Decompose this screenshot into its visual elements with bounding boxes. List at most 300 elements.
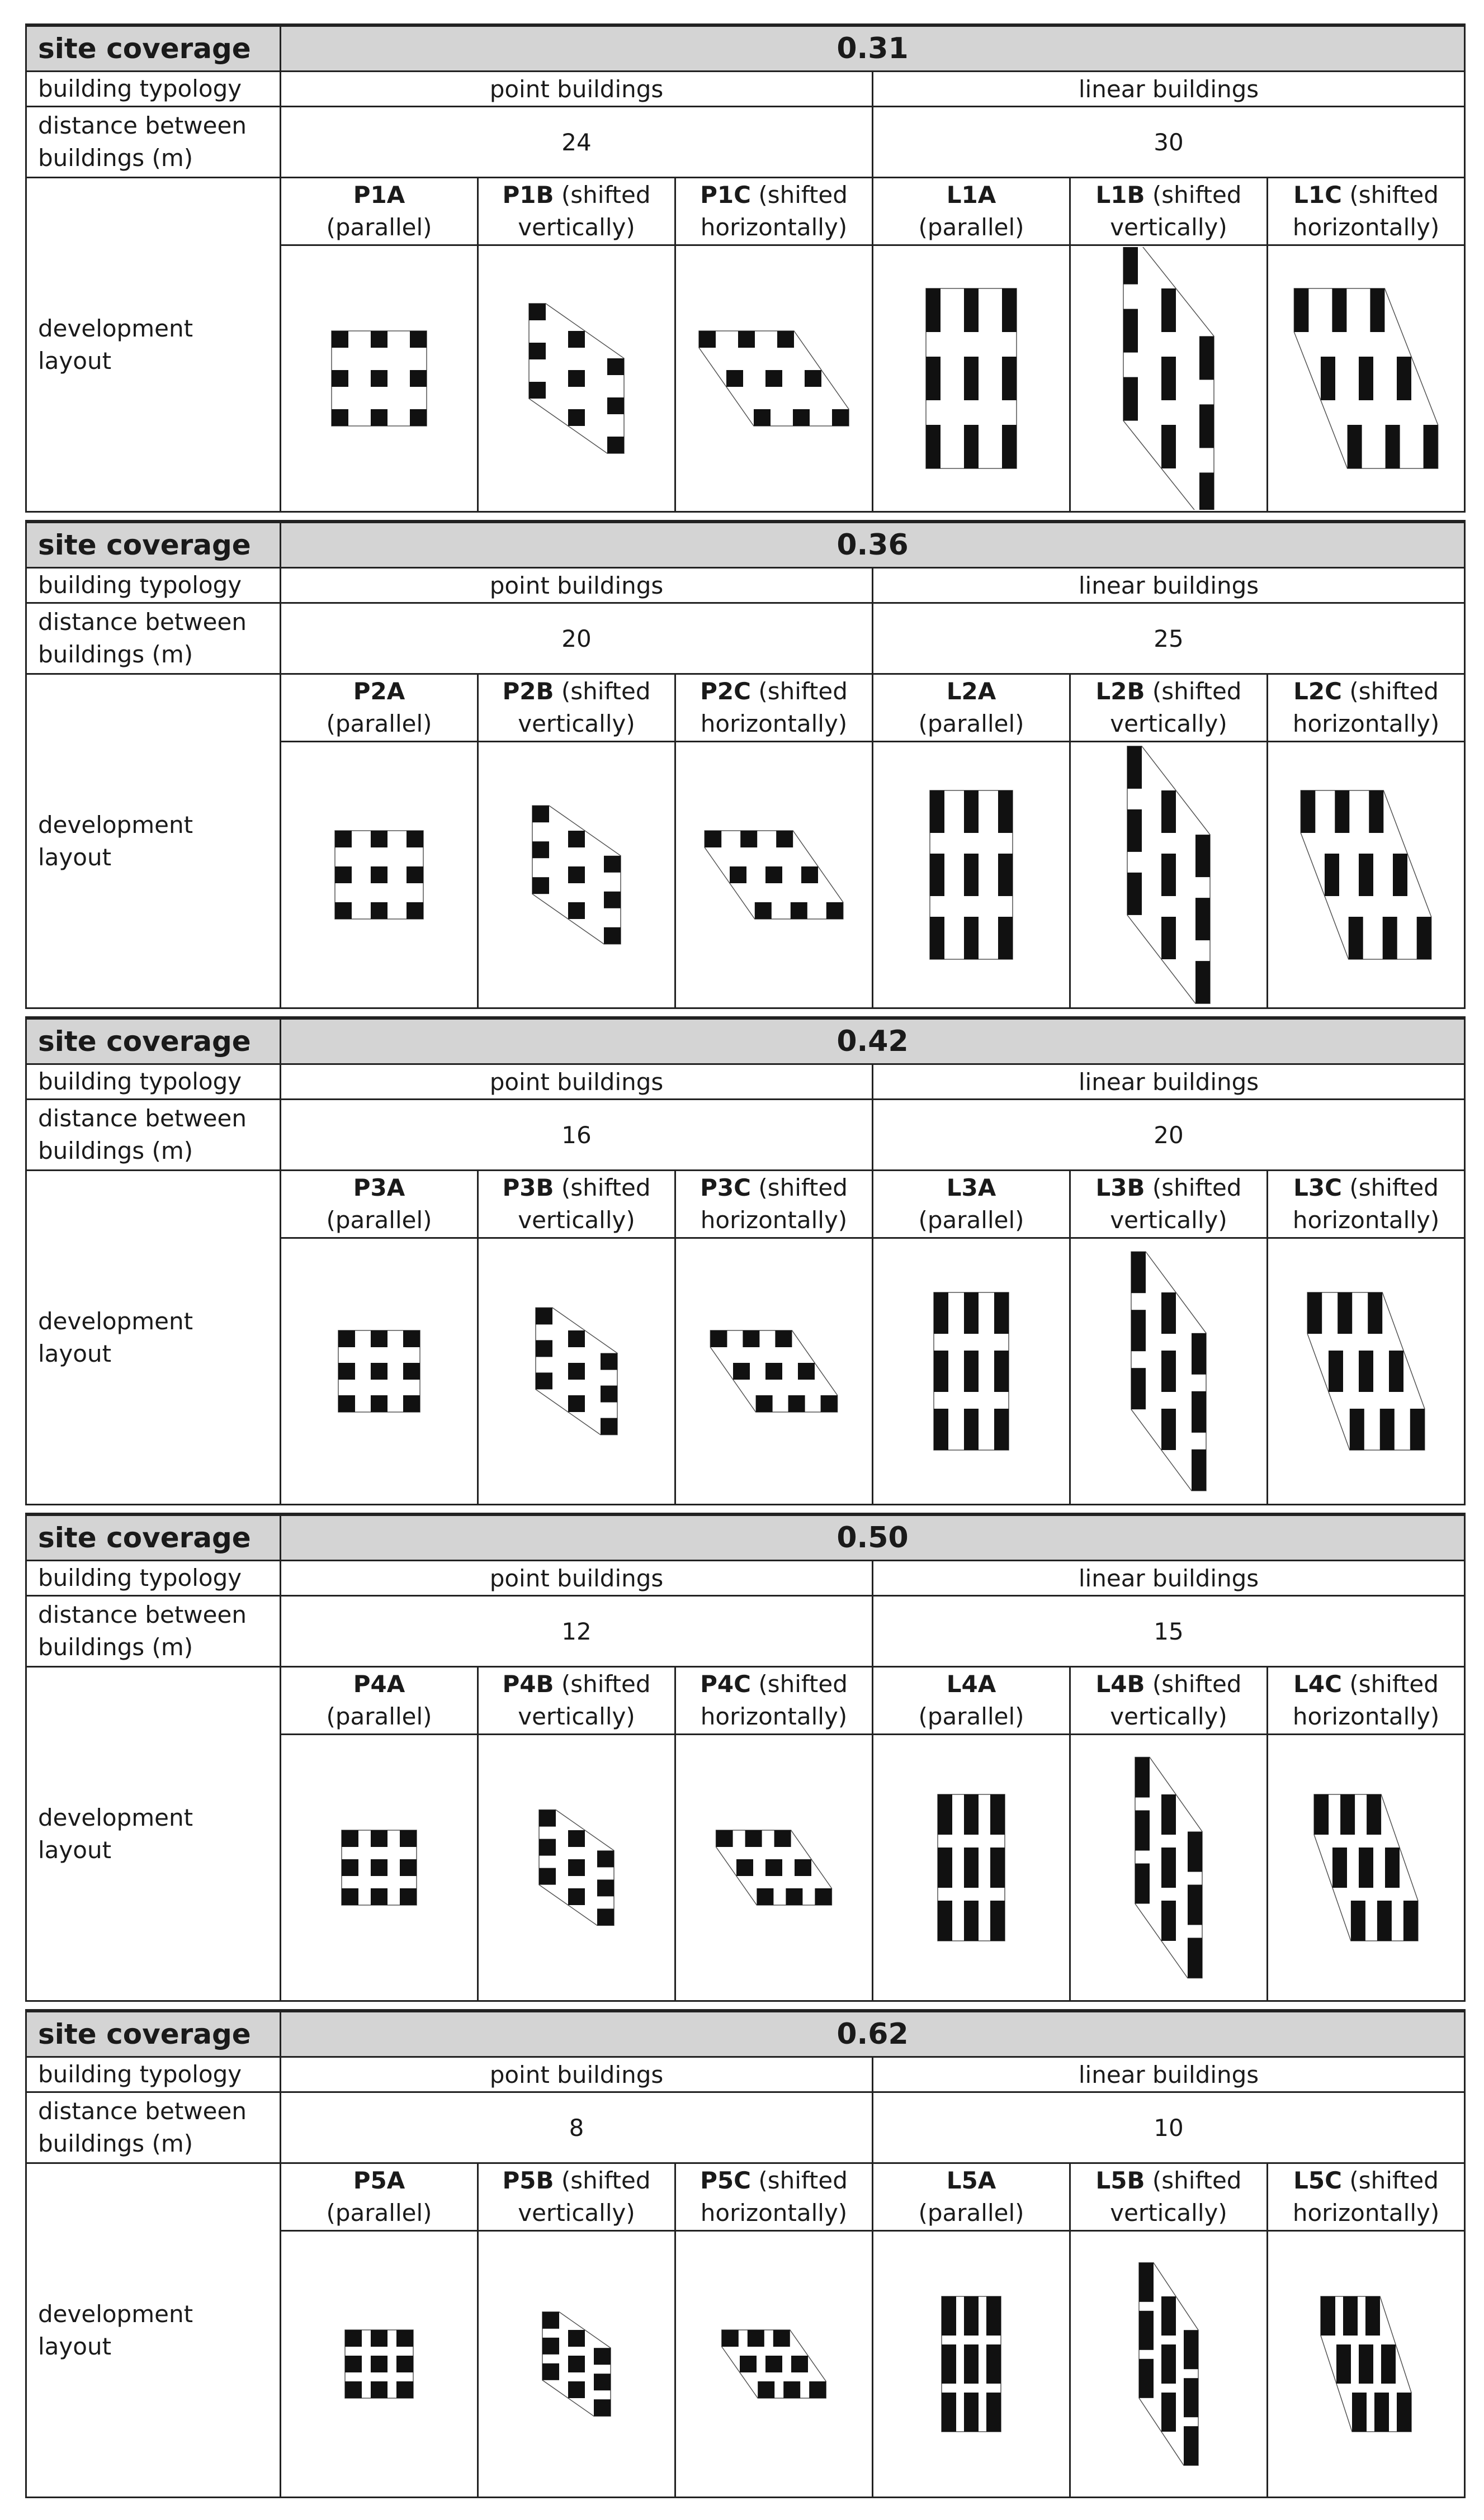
development-layout-line1: development xyxy=(38,1803,193,1831)
layout-code-line1 xyxy=(873,179,1069,211)
layout-code: L2B xyxy=(1095,678,1145,705)
distance-label xyxy=(26,107,281,178)
point-building-block xyxy=(568,331,585,348)
point-building-block xyxy=(532,877,549,894)
linear-building-block xyxy=(1335,790,1349,833)
point-building-block xyxy=(407,902,423,919)
linear-building-block xyxy=(990,1848,1005,1888)
point-building-block xyxy=(529,382,546,399)
point-building-block xyxy=(601,1386,617,1403)
linear-building-block xyxy=(1195,961,1210,1003)
linear-building-block xyxy=(1131,1368,1146,1409)
linear-building-block xyxy=(930,917,944,959)
linear-buildings-header: linear buildings xyxy=(873,568,1465,603)
layout-diagram-cell xyxy=(675,1735,873,2001)
point-building-block xyxy=(568,1330,585,1347)
point-building-block xyxy=(568,409,585,426)
point-building-block xyxy=(745,1830,762,1847)
layout-variant-part2: horizontally) xyxy=(700,710,848,737)
layout-code-cell xyxy=(1268,2163,1465,2231)
distance-label-line2: buildings (m) xyxy=(38,641,193,668)
point-building-block xyxy=(568,2330,585,2347)
linear-buildings-header: linear buildings xyxy=(873,72,1465,107)
site-coverage-value: 0.50 xyxy=(281,1514,1465,1561)
layout-code-cell xyxy=(675,674,873,742)
layout-variant-part2: horizontally) xyxy=(700,1703,848,1730)
point-building-block xyxy=(805,370,821,387)
development-layout-label xyxy=(26,674,281,1008)
point-building-block xyxy=(371,1330,387,1347)
linear-building-block xyxy=(964,1409,979,1450)
linear-building-block xyxy=(1188,1885,1202,1925)
point-building-block xyxy=(801,866,818,883)
point-building-block xyxy=(345,2356,362,2372)
building-typology-label: building typology xyxy=(26,1064,281,1100)
point-building-block xyxy=(783,2381,800,2398)
linear-building-block xyxy=(1195,898,1210,940)
point-building-block xyxy=(758,2381,774,2398)
layout-variant: (parallel) xyxy=(326,2199,432,2227)
point-building-block xyxy=(773,2330,790,2347)
point-building-block xyxy=(338,1363,355,1380)
site-coverage-row xyxy=(26,522,1465,568)
point-building-block xyxy=(396,2356,413,2372)
coverage-section xyxy=(25,1513,1465,2009)
layout-code: L4C xyxy=(1293,1670,1342,1698)
layout-code: P4A xyxy=(353,1670,405,1698)
linear-building-block xyxy=(1359,854,1373,896)
layout-diagram xyxy=(284,2233,474,2495)
layout-code-line1 xyxy=(479,1668,674,1700)
layout-code-cell xyxy=(478,2163,675,2231)
point-building-block xyxy=(743,1330,759,1347)
point-building-block xyxy=(594,2348,611,2365)
layout-variant-part1: (shifted xyxy=(561,678,651,705)
point-building-block xyxy=(371,409,387,426)
development-layout-line2: layout xyxy=(38,347,112,375)
distance-label xyxy=(26,1100,281,1171)
linear-building-block xyxy=(926,288,941,332)
layout-code-cell xyxy=(873,2163,1070,2231)
layout-diagram-cell xyxy=(1070,1735,1268,2001)
layout-diagram-cell xyxy=(478,742,675,1008)
layout-variant-part2: vertically) xyxy=(1110,2199,1227,2227)
point-building-block xyxy=(400,1830,417,1847)
linear-building-block xyxy=(1380,1409,1395,1450)
point-building-block xyxy=(403,1363,420,1380)
layout-diagram xyxy=(481,1240,672,1503)
layout-code-cell xyxy=(1070,178,1268,245)
point-building-block xyxy=(754,409,771,426)
point-building-block xyxy=(798,1363,815,1380)
layout-code: L2A xyxy=(946,678,996,705)
layout-code-cell xyxy=(1268,674,1465,742)
layout-code: P5A xyxy=(353,2167,405,2194)
development-layout-line1: development xyxy=(38,2300,193,2328)
layout-code-cell xyxy=(1070,1171,1268,1238)
layout-variant-part1: (shifted xyxy=(1349,678,1439,705)
point-building-block xyxy=(765,2356,782,2372)
linear-building-block xyxy=(964,854,979,896)
site-coverage-row xyxy=(26,1018,1465,1064)
layout-variant-part1: (shifted xyxy=(758,2167,848,2194)
point-building-block xyxy=(342,1859,358,1876)
point-building-block xyxy=(791,2356,808,2372)
layout-code-line1 xyxy=(676,675,872,708)
building-typology-label: building typology xyxy=(26,2057,281,2092)
layout-variant-part1: (shifted xyxy=(758,1174,848,1201)
development-layout-line1: development xyxy=(38,1307,193,1335)
layout-code-line1 xyxy=(1071,675,1266,708)
layout-code-line1 xyxy=(479,1172,674,1204)
linear-building-block xyxy=(1424,425,1438,468)
layout-code-row xyxy=(26,2163,1465,2231)
coverage-section-table xyxy=(25,1513,1466,2002)
point-building-block xyxy=(345,2330,362,2347)
layout-diagram-cell xyxy=(1070,1238,1268,1505)
point-building-block xyxy=(756,1395,773,1412)
layout-diagram-cell xyxy=(478,245,675,512)
linear-building-block xyxy=(1161,917,1176,959)
linear-building-block xyxy=(964,1351,979,1392)
layout-code-line1 xyxy=(1268,675,1464,708)
building-typology-label: building typology xyxy=(26,72,281,107)
layout-code-cell xyxy=(478,1667,675,1735)
linear-building-block xyxy=(964,917,979,959)
point-building-block xyxy=(371,1363,387,1380)
linear-building-block xyxy=(1192,1333,1206,1375)
layout-diagram xyxy=(1271,1736,1461,1999)
linear-building-block xyxy=(930,854,944,896)
linear-building-block xyxy=(986,2393,1001,2432)
point-building-block xyxy=(607,437,624,453)
point-building-block xyxy=(539,1839,556,1856)
layout-code-cell xyxy=(1268,178,1465,245)
layout-variant: (parallel) xyxy=(326,1206,432,1234)
linear-building-block xyxy=(1161,2344,1176,2384)
layout-code-row xyxy=(26,1171,1465,1238)
linear-building-block xyxy=(1184,2378,1198,2417)
site-coverage-value: 0.62 xyxy=(281,2011,1465,2057)
layout-variant-part2: vertically) xyxy=(1110,1206,1227,1234)
point-building-block xyxy=(396,2330,413,2347)
linear-building-block xyxy=(1393,854,1407,896)
layout-variant-part2: vertically) xyxy=(1110,214,1227,241)
linear-building-block xyxy=(1002,425,1017,468)
layout-variant: (parallel) xyxy=(918,2199,1024,2227)
distance-label-line2: buildings (m) xyxy=(38,1633,193,1661)
layout-diagram xyxy=(1271,743,1461,1006)
linear-building-block xyxy=(994,1351,1009,1392)
linear-buildings-header: linear buildings xyxy=(873,1561,1465,1596)
linear-building-block xyxy=(1367,1794,1381,1835)
layout-code-cell xyxy=(478,1171,675,1238)
layout-code-line1 xyxy=(1071,179,1266,211)
layout-code-cell xyxy=(873,1667,1070,1735)
point-building-block xyxy=(765,866,782,883)
point-building-block xyxy=(775,1330,792,1347)
linear-building-block xyxy=(1359,1848,1373,1888)
site-coverage-label: site coverage xyxy=(26,1514,281,1561)
point-building-block xyxy=(371,1859,387,1876)
point-building-block xyxy=(832,409,849,426)
layout-diagram xyxy=(1271,247,1461,510)
building-typology-row xyxy=(26,1561,1465,1596)
linear-building-block xyxy=(990,1794,1005,1835)
site-coverage-value: 0.31 xyxy=(281,25,1465,72)
point-building-block xyxy=(536,1372,552,1389)
point-building-block xyxy=(410,331,427,348)
layout-variant-part2: vertically) xyxy=(518,1206,635,1234)
linear-building-block xyxy=(1161,357,1176,400)
linear-building-block xyxy=(1348,425,1362,468)
point-distance-value: 12 xyxy=(281,1596,873,1667)
linear-building-block xyxy=(986,2296,1001,2336)
layout-variant-part2: vertically) xyxy=(518,1703,635,1730)
linear-building-block xyxy=(1161,854,1176,896)
point-building-block xyxy=(604,856,621,873)
layout-code: L1B xyxy=(1095,181,1145,209)
layout-code-line1 xyxy=(676,179,872,211)
linear-building-block xyxy=(1123,247,1138,285)
layout-code-cell xyxy=(478,674,675,742)
layout-code: L4B xyxy=(1095,1670,1145,1698)
layout-variant-part2: horizontally) xyxy=(700,214,848,241)
layout-code-cell xyxy=(675,1667,873,1735)
linear-building-block xyxy=(1301,790,1315,833)
linear-building-block xyxy=(990,1901,1005,1941)
point-building-block xyxy=(699,331,716,348)
distance-label xyxy=(26,2092,281,2163)
linear-building-block xyxy=(1397,2393,1411,2432)
linear-building-block xyxy=(1307,1292,1322,1334)
point-building-block xyxy=(601,1353,617,1370)
layout-code-cell xyxy=(281,2163,478,2231)
distance-row xyxy=(26,2092,1465,2163)
point-building-block xyxy=(332,409,348,426)
point-building-block xyxy=(748,2330,764,2347)
point-building-block xyxy=(601,1418,617,1435)
distance-row xyxy=(26,1596,1465,1667)
layout-diagram xyxy=(876,247,1066,510)
coverage-section-table xyxy=(25,23,1466,513)
linear-buildings-header: linear buildings xyxy=(873,2057,1465,2092)
point-building-block xyxy=(710,1330,727,1347)
point-distance-value: 24 xyxy=(281,107,873,178)
linear-building-block xyxy=(1161,1351,1176,1392)
point-building-block xyxy=(542,2338,559,2355)
linear-distance-value: 25 xyxy=(873,603,1465,674)
linear-building-block xyxy=(1161,1848,1176,1888)
point-building-block xyxy=(400,1888,417,1905)
point-building-block xyxy=(765,1363,782,1380)
layout-diagram xyxy=(284,1736,474,1999)
point-building-block xyxy=(410,370,427,387)
point-building-block xyxy=(821,1395,838,1412)
linear-building-block xyxy=(1139,2359,1154,2398)
point-building-block xyxy=(407,831,423,847)
point-building-block xyxy=(815,1888,831,1905)
linear-building-block xyxy=(1314,1794,1329,1835)
layout-diagram xyxy=(481,1736,672,1999)
layout-diagram-cell xyxy=(281,1735,478,2001)
point-building-block xyxy=(371,1888,387,1905)
distance-label-line2: buildings (m) xyxy=(38,144,193,172)
point-building-block xyxy=(786,1888,802,1905)
linear-building-block xyxy=(1352,2393,1367,2432)
layout-variant-part1: (shifted xyxy=(561,2167,651,2194)
layout-code-line1 xyxy=(479,179,674,211)
layout-code-cell xyxy=(675,178,873,245)
point-building-block xyxy=(371,902,387,919)
layout-code-line1 xyxy=(1268,179,1464,211)
layout-diagram xyxy=(679,1240,869,1503)
layout-code-line1 xyxy=(1268,2164,1464,2197)
point-building-block xyxy=(568,1395,585,1412)
layout-code-cell xyxy=(1070,674,1268,742)
linear-building-block xyxy=(926,425,941,468)
layout-variant-part1: (shifted xyxy=(561,1174,651,1201)
linear-building-block xyxy=(1123,309,1138,353)
layout-code: P5C xyxy=(700,2167,751,2194)
point-building-block xyxy=(371,2330,387,2347)
linear-building-block xyxy=(1188,1832,1202,1872)
building-typology-row xyxy=(26,72,1465,107)
distance-row xyxy=(26,107,1465,178)
linear-building-block xyxy=(1359,2344,1373,2384)
layout-diagram xyxy=(1271,1240,1461,1503)
distance-label xyxy=(26,603,281,674)
layout-code-cell xyxy=(873,674,1070,742)
point-building-block xyxy=(568,1888,585,1905)
point-building-block xyxy=(542,2312,559,2329)
layout-diagram-cell xyxy=(873,1735,1070,2001)
linear-building-block xyxy=(1417,917,1431,959)
linear-building-block xyxy=(1369,790,1383,833)
linear-building-block xyxy=(942,2344,956,2384)
layout-diagram xyxy=(284,247,474,510)
layout-diagram-cell xyxy=(1268,245,1465,512)
linear-building-block xyxy=(1321,2296,1335,2336)
distance-label-line1: distance between xyxy=(38,112,247,139)
layout-code: L3B xyxy=(1095,1174,1145,1201)
linear-building-block xyxy=(1127,746,1142,789)
point-building-block xyxy=(332,370,348,387)
linear-building-block xyxy=(1365,2296,1380,2336)
layout-code-row xyxy=(26,674,1465,742)
layout-diagram xyxy=(284,743,474,1006)
point-building-block xyxy=(539,1810,556,1827)
layout-code-cell xyxy=(281,1171,478,1238)
point-building-block xyxy=(403,1330,420,1347)
layout-diagram-cell xyxy=(478,2231,675,2498)
linear-building-block xyxy=(1135,1864,1150,1904)
layout-code-line1 xyxy=(1071,2164,1266,2197)
layout-code-cell xyxy=(281,178,478,245)
linear-building-block xyxy=(1127,809,1142,852)
coverage-section-table xyxy=(25,2009,1466,2498)
layout-diagram-cell xyxy=(1070,742,1268,1008)
point-building-block xyxy=(568,2356,585,2372)
development-layout-label xyxy=(26,1171,281,1505)
point-building-block xyxy=(826,902,843,919)
layout-variant: (parallel) xyxy=(326,214,432,241)
layout-diagram-cell xyxy=(675,2231,873,2498)
linear-building-block xyxy=(964,2344,979,2384)
point-building-block xyxy=(342,1888,358,1905)
linear-building-block xyxy=(1351,1901,1365,1941)
linear-building-block xyxy=(1161,1409,1176,1450)
point-building-block xyxy=(736,1859,753,1876)
point-building-block xyxy=(342,1830,358,1847)
layout-diagram xyxy=(481,743,672,1006)
point-building-block xyxy=(594,2374,611,2390)
layout-variant-part2: vertically) xyxy=(1110,710,1227,737)
linear-building-block xyxy=(964,2393,979,2432)
point-building-block xyxy=(371,331,387,348)
layout-diagram-cell xyxy=(1268,1238,1465,1505)
linear-building-block xyxy=(1135,1811,1150,1851)
linear-building-block xyxy=(1359,1351,1373,1392)
linear-building-block xyxy=(1002,288,1017,332)
point-building-block xyxy=(568,1830,585,1847)
point-building-block xyxy=(407,866,423,883)
point-building-block xyxy=(396,2381,413,2398)
layout-variant: (parallel) xyxy=(326,1703,432,1730)
layout-code: P4B xyxy=(502,1670,554,1698)
linear-building-block xyxy=(964,2296,979,2336)
linear-building-block xyxy=(1161,790,1176,833)
layout-variant-part1: (shifted xyxy=(561,1670,651,1698)
point-building-block xyxy=(335,902,352,919)
layout-code-line1 xyxy=(1268,1668,1464,1700)
linear-building-block xyxy=(934,1351,948,1392)
point-building-block xyxy=(777,331,794,348)
point-building-block xyxy=(568,1363,585,1380)
layout-code: P1B xyxy=(502,181,554,209)
building-typology-row xyxy=(26,2057,1465,2092)
point-building-block xyxy=(733,1363,750,1380)
layout-code-cell xyxy=(1070,2163,1268,2231)
building-typology-label: building typology xyxy=(26,568,281,603)
point-building-block xyxy=(809,2381,826,2398)
linear-buildings-header: linear buildings xyxy=(873,1064,1465,1100)
layout-code-line1 xyxy=(281,1172,477,1204)
layout-variant-part1: (shifted xyxy=(1152,1174,1242,1201)
point-building-block xyxy=(371,370,387,387)
linear-building-block xyxy=(1336,2344,1351,2384)
point-building-block xyxy=(740,2356,757,2372)
layout-variant-part2: horizontally) xyxy=(700,1206,848,1234)
layout-code: L3A xyxy=(946,1174,996,1201)
layout-code-line1 xyxy=(281,179,477,211)
point-building-block xyxy=(335,831,352,847)
linear-building-block xyxy=(1389,1351,1403,1392)
linear-building-block xyxy=(1161,2393,1176,2432)
layout-diagram-cell xyxy=(478,1238,675,1505)
development-layout-label xyxy=(26,178,281,512)
building-typology-row xyxy=(26,1064,1465,1100)
layout-variant-part2: horizontally) xyxy=(1292,1703,1440,1730)
linear-building-block xyxy=(1386,425,1400,468)
point-buildings-header: point buildings xyxy=(281,1561,873,1596)
layout-diagram xyxy=(1074,2233,1264,2495)
point-building-block xyxy=(791,902,807,919)
linear-building-block xyxy=(1131,1310,1146,1351)
point-building-block xyxy=(738,331,755,348)
point-building-block xyxy=(400,1859,417,1876)
development-layout-line1: development xyxy=(38,314,193,342)
